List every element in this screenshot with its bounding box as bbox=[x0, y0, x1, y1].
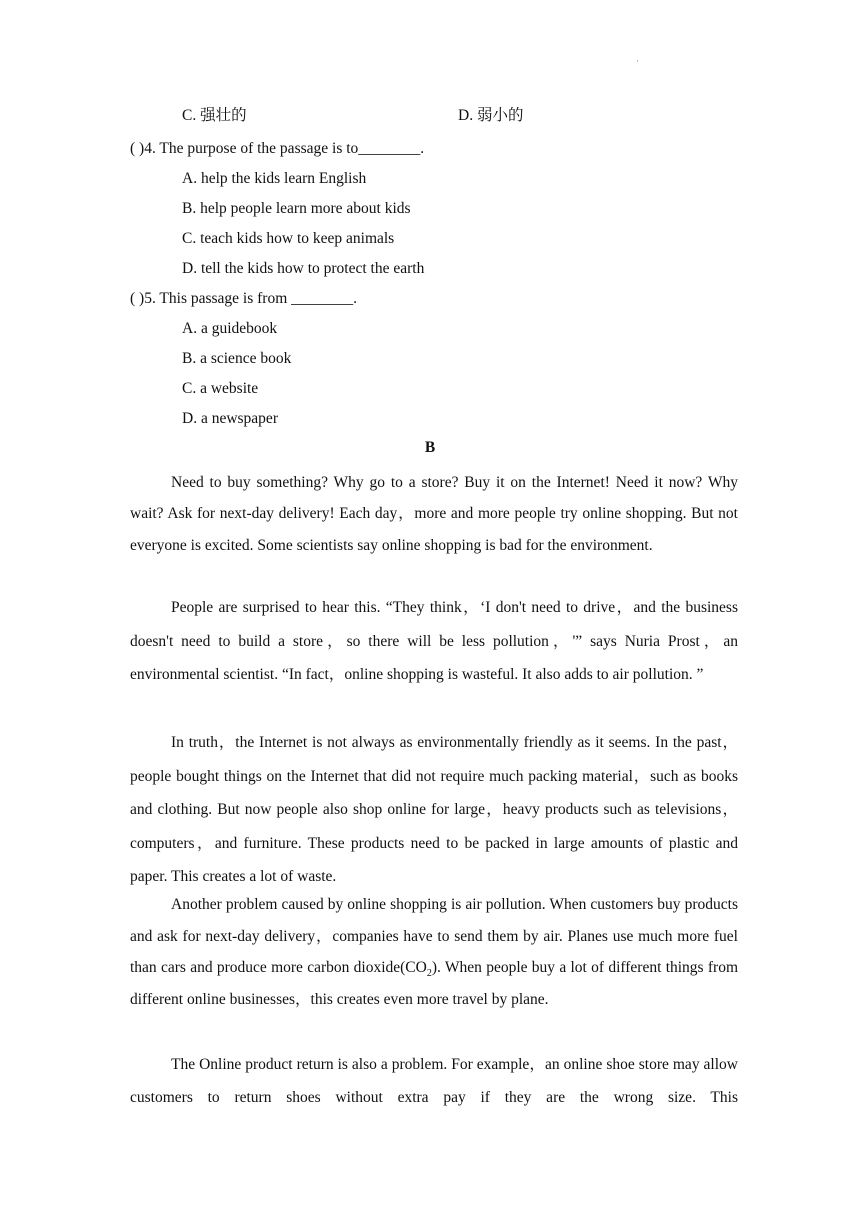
question-5-option-a: A. a guidebook bbox=[182, 320, 278, 337]
question-4-option-d: D. tell the kids how to protect the earth bbox=[182, 260, 425, 277]
passage-paragraph-2: People are surprised to hear this. “They think，‘I don't need to drive，and the business doesn't need to build a store，so there will be less pollution，'” says Nuria Prost，an environmental scientist. “In fact，online shopping is wasteful. It also adds to air pollution. ” bbox=[130, 599, 738, 683]
header-mark: · bbox=[636, 56, 639, 66]
question-5-option-b: B. a science book bbox=[182, 350, 292, 367]
passage-paragraph-5: The Online product return is also a problem. For example，an online shoe store may allow customers to return shoes without extra pay if they are the wrong size. This bbox=[130, 1056, 738, 1106]
paragraph-4-text-before: Another problem caused by online shopping is air pollution. When customers buy products and ask for next-day delivery，companies have to send them by air. Planes use much more fuel than cars and produce more carbon dioxide(CO bbox=[130, 896, 738, 977]
paragraph-4-text-after: ). When people buy a lot of different things from different online businesses，this creates even more travel by plane. bbox=[130, 959, 738, 1009]
passage-paragraph-3: In truth，the Internet is not always as environmentally friendly as it seems. In the past，people bought things on the Internet that did not require much packing material，such as books and clothing. But now people also shop online for large，heavy products such as televisions，computers，and furniture. These products need to be packed in large amounts of plastic and paper. This creates a lot of waste. bbox=[130, 734, 738, 885]
passage-paragraph-1: Need to buy something? Why go to a store? Buy it on the Internet! Need it now? Why wait? Ask for next-day delivery! Each day，more and more people try online shopping. But not everyone is excited. Some scientists say online shopping is bad for the environment. bbox=[130, 474, 738, 554]
section-title: B bbox=[424, 439, 436, 456]
question-5-option-d: D. a newspaper bbox=[182, 410, 278, 427]
question-4-option-b: B. help people learn more about kids bbox=[182, 200, 411, 217]
question-5-stem: ( )5. This passage is from ________. bbox=[130, 290, 358, 307]
option-d-prev-question: D. 弱小的 bbox=[458, 107, 524, 124]
question-4-option-a: A. help the kids learn English bbox=[182, 170, 367, 187]
passage-paragraph-4 bbox=[130, 889, 738, 1016]
option-c-prev-question: C. 强壮的 bbox=[182, 107, 247, 124]
question-5-option-c: C. a website bbox=[182, 380, 259, 397]
question-4-stem: ( )4. The purpose of the passage is to________. bbox=[130, 140, 425, 157]
question-4-option-c: C. teach kids how to keep animals bbox=[182, 230, 395, 247]
co2-subscript: 2 bbox=[426, 968, 432, 980]
